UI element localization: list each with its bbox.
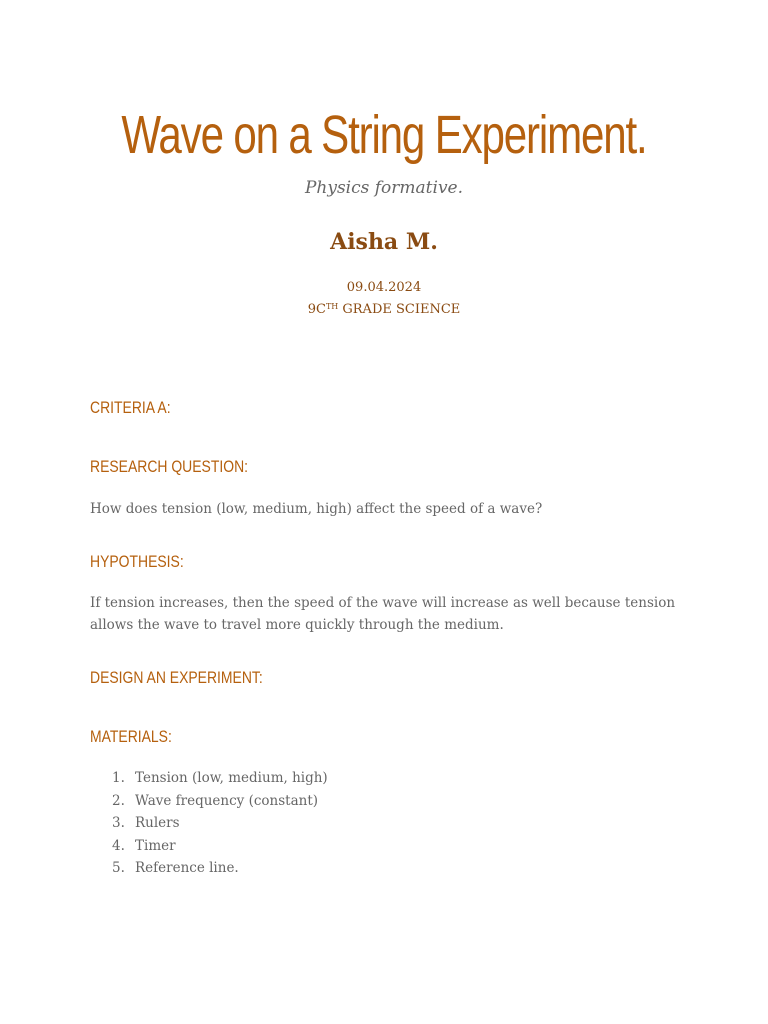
list-item-text: Reference line.	[135, 860, 239, 876]
list-item-text: Timer	[135, 837, 176, 854]
design-experiment-heading: DESIGN AN EXPERIMENT:	[90, 668, 263, 687]
list-item-number: 1.	[112, 770, 125, 786]
list-item-text: Wave frequency (constant)	[135, 792, 319, 809]
grade-prefix: 9C	[307, 302, 326, 317]
document-subtitle: Physics formative.	[304, 178, 464, 198]
criteria-heading: CRITERIA A:	[90, 398, 171, 417]
research-question-heading: RESEARCH QUESTION:	[90, 457, 249, 476]
grade-suffix: GRADE SCIENCE	[338, 302, 461, 317]
author-name: Aisha M.	[330, 229, 438, 255]
document-title: Wave on a String Experiment.	[121, 105, 647, 165]
grade-line	[0, 302, 768, 317]
list-item-text: Rulers	[135, 815, 180, 831]
grade-superscript: TH	[325, 302, 339, 311]
materials-heading: MATERIALS:	[90, 727, 172, 746]
list-item	[90, 857, 328, 880]
list-item-text: Tension (low, medium, high)	[135, 770, 328, 786]
list-item	[90, 767, 328, 790]
hypothesis-heading: HYPOTHESIS:	[90, 552, 184, 571]
list-item	[90, 835, 328, 858]
materials-list	[90, 767, 328, 880]
document-date: 09.04.2024	[346, 280, 422, 295]
list-item	[90, 812, 328, 835]
list-item-number: 3.	[112, 815, 125, 831]
list-item-number: 2.	[112, 792, 125, 809]
list-item	[90, 790, 328, 813]
research-question-text: How does tension (low, medium, high) affect the speed of a wave?	[90, 501, 543, 517]
list-item-number: 4.	[112, 837, 125, 854]
hypothesis-text: If tension increases, then the speed of the wave will increase as well because tension allows the wave to travel more quickly through the medium.	[90, 595, 676, 633]
list-item-number: 5.	[112, 860, 125, 876]
